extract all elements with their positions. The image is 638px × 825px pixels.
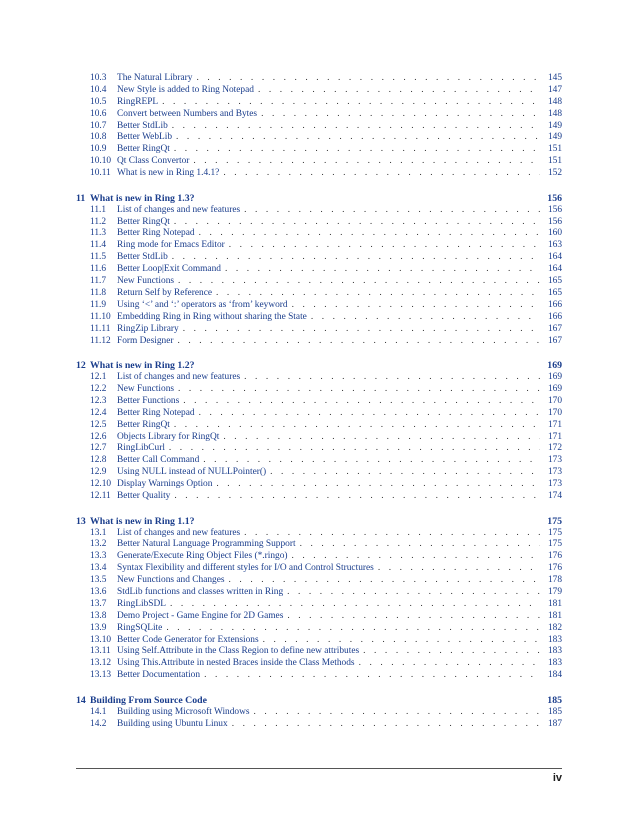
dot-leader bbox=[203, 455, 540, 467]
toc-entry-page[interactable]: 164 bbox=[547, 264, 562, 275]
toc-entry[interactable] bbox=[90, 551, 562, 563]
toc-entry-title[interactable]: The Natural Library bbox=[117, 73, 193, 83]
toc-entry-number[interactable]: 11.4 bbox=[90, 240, 107, 251]
toc-chapter-group bbox=[76, 192, 562, 348]
toc-entry-page[interactable]: 156 bbox=[547, 204, 562, 215]
toc-entry-page[interactable]: 171 bbox=[547, 431, 562, 442]
toc-entry-number[interactable]: 11.12 bbox=[90, 335, 111, 346]
toc-entry[interactable] bbox=[90, 288, 562, 300]
toc-entry-page[interactable]: 166 bbox=[547, 311, 562, 322]
dot-leader bbox=[174, 144, 540, 156]
toc-entry-number[interactable]: 13.12 bbox=[90, 658, 112, 669]
toc-entry-number[interactable]: 11.2 bbox=[90, 216, 107, 227]
dot-leader bbox=[287, 587, 540, 599]
toc-entry[interactable] bbox=[90, 611, 562, 623]
toc-entry-title[interactable]: StdLib functions and classes written in Ring bbox=[117, 587, 284, 598]
toc-entry-number[interactable]: 12.9 bbox=[90, 467, 107, 478]
chapter-page[interactable]: 156 bbox=[547, 192, 562, 204]
toc-entry-title[interactable]: Qt Class Convertor bbox=[117, 156, 190, 167]
toc-entry[interactable] bbox=[90, 205, 562, 217]
toc-entry-page[interactable]: 165 bbox=[547, 287, 562, 298]
toc-entry-title[interactable]: Ring mode for Emacs Editor bbox=[117, 240, 225, 251]
toc-entry-number[interactable]: 11.10 bbox=[90, 311, 111, 322]
dot-leader bbox=[172, 252, 540, 264]
toc-entry-number[interactable]: 11.8 bbox=[90, 287, 107, 298]
toc-entry[interactable] bbox=[90, 599, 562, 611]
chapter-number[interactable]: 14 bbox=[76, 694, 86, 706]
toc-entry-page[interactable]: 170 bbox=[547, 407, 562, 418]
chapter-page[interactable]: 185 bbox=[547, 694, 562, 706]
toc-entry-page[interactable]: 176 bbox=[547, 563, 562, 574]
toc-entry-page[interactable]: 183 bbox=[547, 646, 562, 657]
toc-entry-page[interactable]: 184 bbox=[547, 670, 562, 681]
toc-entry[interactable] bbox=[90, 587, 562, 599]
toc-entry-title[interactable]: Better WebLib bbox=[117, 132, 173, 143]
toc-entry-page[interactable]: 173 bbox=[547, 479, 562, 490]
toc-entry-number[interactable]: 12.7 bbox=[90, 443, 107, 454]
toc-entry-title[interactable]: New Functions and Changes bbox=[117, 575, 225, 586]
toc-entry-title[interactable]: Embedding Ring in Ring without sharing the State bbox=[117, 311, 307, 322]
toc-entry-page[interactable]: 145 bbox=[547, 73, 562, 83]
toc-entry-page[interactable]: 148 bbox=[547, 108, 562, 119]
dot-leader bbox=[254, 707, 540, 719]
toc-entry[interactable] bbox=[90, 455, 562, 467]
toc-entry-title[interactable]: List of changes and new features bbox=[117, 372, 241, 383]
dot-leader bbox=[244, 205, 540, 217]
toc-entry-title[interactable]: Display Warnings Option bbox=[117, 479, 213, 490]
toc-entry-page[interactable]: 181 bbox=[547, 610, 562, 621]
dot-leader bbox=[162, 97, 540, 109]
chapter-page[interactable]: 169 bbox=[547, 360, 562, 372]
toc-entry-title[interactable]: Form Designer bbox=[117, 335, 174, 346]
toc-entry-page[interactable]: 187 bbox=[547, 718, 562, 729]
toc-entry-title[interactable]: List of changes and new features bbox=[117, 527, 241, 538]
dot-leader bbox=[178, 336, 540, 348]
toc-entry[interactable] bbox=[90, 132, 562, 144]
toc-entry[interactable] bbox=[90, 635, 562, 647]
toc-entry-title[interactable]: RingLibCurl bbox=[117, 443, 165, 454]
dot-leader bbox=[183, 396, 540, 408]
toc-entry-title[interactable]: New Functions bbox=[117, 383, 175, 394]
toc-entry[interactable] bbox=[90, 432, 562, 444]
toc-entry-page[interactable]: 149 bbox=[547, 132, 562, 143]
toc-entry[interactable] bbox=[90, 372, 562, 384]
dot-leader bbox=[197, 73, 541, 85]
toc-entry-title[interactable]: Better StdLib bbox=[117, 252, 168, 263]
dot-leader bbox=[170, 599, 540, 611]
toc-entry-number[interactable]: 10.8 bbox=[90, 132, 107, 143]
dot-leader bbox=[244, 528, 540, 540]
toc-entry-title[interactable]: RingREPL bbox=[117, 96, 159, 107]
toc-entry-number[interactable]: 13.8 bbox=[90, 610, 107, 621]
toc-entry-number[interactable]: 13.1 bbox=[90, 527, 107, 538]
dot-leader bbox=[174, 217, 540, 229]
dot-leader bbox=[193, 156, 540, 168]
toc-entry-number[interactable]: 10.3 bbox=[90, 73, 107, 83]
toc-entry-number[interactable]: 14.1 bbox=[90, 706, 107, 717]
toc-entry-number[interactable]: 13.5 bbox=[90, 575, 107, 586]
toc-entry[interactable] bbox=[90, 156, 562, 168]
page-number: iv bbox=[552, 772, 562, 784]
toc-chapter-heading[interactable] bbox=[76, 694, 562, 707]
dot-leader bbox=[232, 719, 540, 731]
toc-entry-title[interactable]: Better RingQt bbox=[117, 216, 170, 227]
toc-entry[interactable] bbox=[90, 623, 562, 635]
chapter-number[interactable]: 12 bbox=[76, 360, 86, 372]
chapter-page[interactable]: 175 bbox=[547, 515, 562, 527]
dot-leader bbox=[311, 312, 540, 324]
toc-entry-number[interactable]: 12.2 bbox=[90, 383, 107, 394]
toc-entry-number[interactable]: 11.11 bbox=[90, 323, 111, 334]
toc-entry-page[interactable]: 170 bbox=[547, 395, 562, 406]
toc-entry-number[interactable]: 11.1 bbox=[90, 204, 107, 215]
toc-entry-title[interactable]: Building using Ubuntu Linux bbox=[117, 718, 228, 729]
toc-chapters bbox=[76, 192, 562, 731]
dot-leader bbox=[363, 646, 540, 658]
dot-leader bbox=[183, 324, 540, 336]
toc-entry[interactable] bbox=[90, 528, 562, 540]
toc-entry-title[interactable]: Using This.Attribute in nested Braces inside the Class Methods bbox=[117, 658, 355, 669]
dot-leader bbox=[216, 479, 540, 491]
chapter-title[interactable]: What is new in Ring 1.1? bbox=[90, 515, 195, 527]
toc-entry-number[interactable]: 13.13 bbox=[90, 670, 112, 681]
toc-entry[interactable] bbox=[90, 276, 562, 288]
toc-entry-page[interactable]: 178 bbox=[547, 575, 562, 586]
toc-entry-page[interactable]: 169 bbox=[547, 372, 562, 383]
toc-entry-title[interactable]: Using ‘<’ and ‘:’ operators as ‘from’ keyword bbox=[117, 299, 288, 310]
toc-entry-title[interactable]: Demo Project - Game Engine for 2D Games bbox=[117, 610, 284, 621]
dot-leader bbox=[178, 384, 540, 396]
toc-entry[interactable] bbox=[90, 408, 562, 420]
dot-leader bbox=[216, 288, 540, 300]
toc-entry-number[interactable]: 12.1 bbox=[90, 372, 107, 383]
toc-entry[interactable] bbox=[90, 336, 562, 348]
toc-entry[interactable] bbox=[90, 479, 562, 491]
toc-entry[interactable] bbox=[90, 97, 562, 109]
table-of-contents bbox=[76, 73, 562, 731]
toc-entry-page[interactable]: 181 bbox=[547, 598, 562, 609]
toc-entry-title[interactable]: Using Self.Attribute in the Class Region to define new attributes bbox=[117, 646, 360, 657]
toc-entry-number[interactable]: 11.7 bbox=[90, 276, 107, 287]
toc-entry[interactable] bbox=[90, 144, 562, 156]
toc-entry-page[interactable]: 149 bbox=[547, 120, 562, 131]
toc-entry[interactable] bbox=[90, 109, 562, 121]
toc-entry-number[interactable]: 10.11 bbox=[90, 168, 111, 179]
toc-entry-page[interactable]: 156 bbox=[547, 216, 562, 227]
toc-entry-page[interactable]: 183 bbox=[547, 634, 562, 645]
toc-entry[interactable] bbox=[90, 670, 562, 682]
toc-entry[interactable] bbox=[90, 121, 562, 133]
toc-chapter-group bbox=[76, 359, 562, 503]
toc-entry-title[interactable]: Better Ring Notepad bbox=[117, 228, 195, 239]
toc-entry[interactable] bbox=[90, 300, 562, 312]
toc-entry-page[interactable]: 171 bbox=[547, 419, 562, 430]
toc-entry-page[interactable]: 179 bbox=[547, 587, 562, 598]
toc-entry-title[interactable]: Better RingQt bbox=[117, 419, 170, 430]
dot-leader bbox=[258, 85, 540, 97]
toc-entry-page[interactable]: 166 bbox=[547, 299, 562, 310]
toc-entry-number[interactable]: 13.10 bbox=[90, 634, 112, 645]
toc-entry-title[interactable]: Better Natural Language Programming Support bbox=[117, 539, 296, 550]
toc-entry-page[interactable]: 163 bbox=[547, 240, 562, 251]
toc-entry-title[interactable]: Better StdLib bbox=[117, 120, 168, 131]
toc-entry[interactable] bbox=[90, 228, 562, 240]
toc-entry[interactable] bbox=[90, 396, 562, 408]
toc-entry-page[interactable]: 160 bbox=[547, 228, 562, 239]
toc-entry[interactable] bbox=[90, 384, 562, 396]
toc-entry[interactable] bbox=[90, 658, 562, 670]
toc-chapter-heading[interactable] bbox=[76, 515, 562, 528]
toc-entry[interactable] bbox=[90, 707, 562, 719]
dot-leader bbox=[300, 539, 540, 551]
toc-chapter-group bbox=[76, 694, 562, 731]
dot-leader bbox=[229, 240, 540, 252]
toc-entry-number[interactable]: 13.2 bbox=[90, 539, 107, 550]
toc-entry-title[interactable]: New Style is added to Ring Notepad bbox=[117, 84, 254, 95]
toc-entry-number[interactable]: 10.6 bbox=[90, 108, 107, 119]
dot-leader bbox=[169, 443, 540, 455]
toc-entry-page[interactable]: 185 bbox=[547, 706, 562, 717]
dot-leader bbox=[292, 300, 540, 312]
toc-entry-number[interactable]: 11.6 bbox=[90, 264, 107, 275]
dot-leader bbox=[172, 121, 540, 133]
toc-entry-number[interactable]: 12.6 bbox=[90, 431, 107, 442]
toc-entry-number[interactable]: 13.6 bbox=[90, 587, 107, 598]
dot-leader bbox=[199, 228, 540, 240]
toc-entry-number[interactable]: 12.10 bbox=[90, 479, 112, 490]
toc-entry-title[interactable]: Building using Microsoft Windows bbox=[117, 706, 250, 717]
dot-leader bbox=[199, 408, 540, 420]
toc-entry-number[interactable]: 10.9 bbox=[90, 144, 107, 155]
toc-entry-page[interactable]: 151 bbox=[547, 156, 562, 167]
dot-leader bbox=[223, 432, 540, 444]
toc-entry-title[interactable]: Better Functions bbox=[117, 395, 180, 406]
toc-entry-number[interactable]: 12.4 bbox=[90, 407, 107, 418]
toc-entry-number[interactable]: 11.3 bbox=[90, 228, 107, 239]
toc-entry-page[interactable]: 167 bbox=[547, 335, 562, 346]
dot-leader bbox=[225, 264, 540, 276]
toc-entry[interactable] bbox=[90, 420, 562, 432]
toc-entry-number[interactable]: 13.7 bbox=[90, 598, 107, 609]
dot-leader bbox=[204, 670, 540, 682]
toc-entry-number[interactable]: 10.7 bbox=[90, 120, 107, 131]
dot-leader bbox=[174, 491, 540, 503]
toc-entry-number[interactable]: 12.5 bbox=[90, 419, 107, 430]
dot-leader bbox=[166, 623, 540, 635]
toc-entry[interactable] bbox=[90, 491, 562, 503]
toc-entry-title[interactable]: New Functions bbox=[117, 276, 175, 287]
dot-leader bbox=[229, 575, 540, 587]
toc-entry-page[interactable]: 173 bbox=[547, 467, 562, 478]
toc-entry-title[interactable]: List of changes and new features bbox=[117, 204, 241, 215]
toc-entry-title[interactable]: Syntax Flexibility and different styles for I/O and Control Structures bbox=[117, 563, 374, 574]
toc-entry[interactable] bbox=[90, 85, 562, 97]
toc-entry-number[interactable]: 14.2 bbox=[90, 718, 107, 729]
toc-entry[interactable] bbox=[90, 467, 562, 479]
toc-entry[interactable] bbox=[90, 73, 562, 85]
toc-entry[interactable] bbox=[90, 264, 562, 276]
toc-entry-page[interactable]: 175 bbox=[547, 539, 562, 550]
toc-entry-title[interactable]: Better RingQt bbox=[117, 144, 170, 155]
toc-entry-page[interactable]: 174 bbox=[547, 490, 562, 501]
dot-leader bbox=[178, 276, 540, 288]
toc-entry-page[interactable]: 183 bbox=[547, 658, 562, 669]
dot-leader bbox=[359, 658, 540, 670]
toc-entry-title[interactable]: Better Quality bbox=[117, 490, 171, 501]
toc-entry-page[interactable]: 147 bbox=[547, 84, 562, 95]
toc-entry-page[interactable]: 169 bbox=[547, 383, 562, 394]
toc-entry-title[interactable]: Return Self by Reference bbox=[117, 287, 213, 298]
chapter-number[interactable]: 13 bbox=[76, 515, 86, 527]
toc-entry-page[interactable]: 167 bbox=[547, 323, 562, 334]
chapter-title[interactable]: What is new in Ring 1.3? bbox=[90, 192, 195, 204]
toc-entry-number[interactable]: 12.8 bbox=[90, 455, 107, 466]
dot-leader bbox=[174, 420, 540, 432]
toc-entry-page[interactable]: 182 bbox=[547, 622, 562, 633]
dot-leader bbox=[176, 132, 540, 144]
toc-entry-page[interactable]: 176 bbox=[547, 551, 562, 562]
toc-entry-number[interactable]: 12.3 bbox=[90, 395, 107, 406]
dot-leader bbox=[261, 109, 540, 121]
toc-entry-title[interactable]: Better Documentation bbox=[117, 670, 201, 681]
toc-entry[interactable] bbox=[90, 252, 562, 264]
footer-rule bbox=[76, 768, 562, 769]
toc-entry-title[interactable]: Using NULL instead of NULLPointer() bbox=[117, 467, 267, 478]
dot-leader bbox=[292, 551, 540, 563]
toc-entry[interactable] bbox=[90, 563, 562, 575]
toc-entry-number[interactable]: 13.3 bbox=[90, 551, 107, 562]
toc-entry[interactable] bbox=[90, 646, 562, 658]
toc-entry-title[interactable]: Better Ring Notepad bbox=[117, 407, 195, 418]
toc-entry-number[interactable]: 10.5 bbox=[90, 96, 107, 107]
toc-entry-title[interactable]: Better Loop|Exit Command bbox=[117, 264, 221, 275]
toc-entry[interactable] bbox=[90, 217, 562, 229]
toc-entry-page[interactable]: 175 bbox=[547, 527, 562, 538]
toc-entry-number[interactable]: 13.9 bbox=[90, 622, 107, 633]
toc-entry[interactable] bbox=[90, 168, 562, 180]
toc-entry[interactable] bbox=[90, 539, 562, 551]
toc-entry-number[interactable]: 10.10 bbox=[90, 156, 112, 167]
dot-leader bbox=[223, 168, 540, 180]
dot-leader bbox=[263, 635, 540, 647]
toc-continued-section bbox=[76, 73, 562, 180]
toc-entry-title[interactable]: RingSQLite bbox=[117, 622, 163, 633]
toc-entry-page[interactable]: 148 bbox=[547, 96, 562, 107]
toc-entry-title[interactable]: What is new in Ring 1.4.1? bbox=[117, 168, 220, 179]
toc-entry[interactable] bbox=[90, 324, 562, 336]
chapter-title[interactable]: What is new in Ring 1.2? bbox=[90, 360, 195, 372]
toc-entry-title[interactable]: RingZip Library bbox=[117, 323, 179, 334]
chapter-number[interactable]: 11 bbox=[76, 192, 86, 204]
toc-chapter-heading[interactable] bbox=[76, 192, 562, 205]
toc-entry[interactable] bbox=[90, 443, 562, 455]
toc-entry-number[interactable]: 11.5 bbox=[90, 252, 107, 263]
chapter-title[interactable]: Building From Source Code bbox=[90, 694, 207, 706]
dot-leader bbox=[378, 563, 540, 575]
toc-entry[interactable] bbox=[90, 312, 562, 324]
toc-entry-title[interactable]: RingLibSDL bbox=[117, 598, 166, 609]
toc-entry-page[interactable]: 164 bbox=[547, 252, 562, 263]
toc-entry[interactable] bbox=[90, 719, 562, 731]
toc-entry-page[interactable]: 165 bbox=[547, 276, 562, 287]
toc-entry-title[interactable]: Better Call Command bbox=[117, 455, 200, 466]
toc-entry[interactable] bbox=[90, 575, 562, 587]
toc-entry-page[interactable]: 151 bbox=[547, 144, 562, 155]
toc-entry-number[interactable]: 13.4 bbox=[90, 563, 107, 574]
toc-entry-number[interactable]: 13.11 bbox=[90, 646, 111, 657]
toc-chapter-heading[interactable] bbox=[76, 359, 562, 372]
dot-leader bbox=[287, 611, 540, 623]
toc-entry-page[interactable]: 172 bbox=[547, 443, 562, 454]
toc-chapter-group bbox=[76, 515, 562, 683]
dot-leader bbox=[270, 467, 540, 479]
toc-entry-title[interactable]: Convert between Numbers and Bytes bbox=[117, 108, 258, 119]
toc-entry[interactable] bbox=[90, 240, 562, 252]
toc-entry-title[interactable]: Objects Library for RingQt bbox=[117, 431, 220, 442]
toc-entry-number[interactable]: 12.11 bbox=[90, 490, 111, 501]
dot-leader bbox=[244, 372, 540, 384]
toc-entry-page[interactable]: 173 bbox=[547, 455, 562, 466]
toc-entry-title[interactable]: Better Code Generator for Extensions bbox=[117, 634, 259, 645]
toc-entry-title[interactable]: Generate/Execute Ring Object Files (*.ringo) bbox=[117, 551, 288, 562]
toc-entry-number[interactable]: 10.4 bbox=[90, 84, 107, 95]
toc-entry-number[interactable]: 11.9 bbox=[90, 299, 107, 310]
toc-entry-page[interactable]: 152 bbox=[547, 168, 562, 179]
